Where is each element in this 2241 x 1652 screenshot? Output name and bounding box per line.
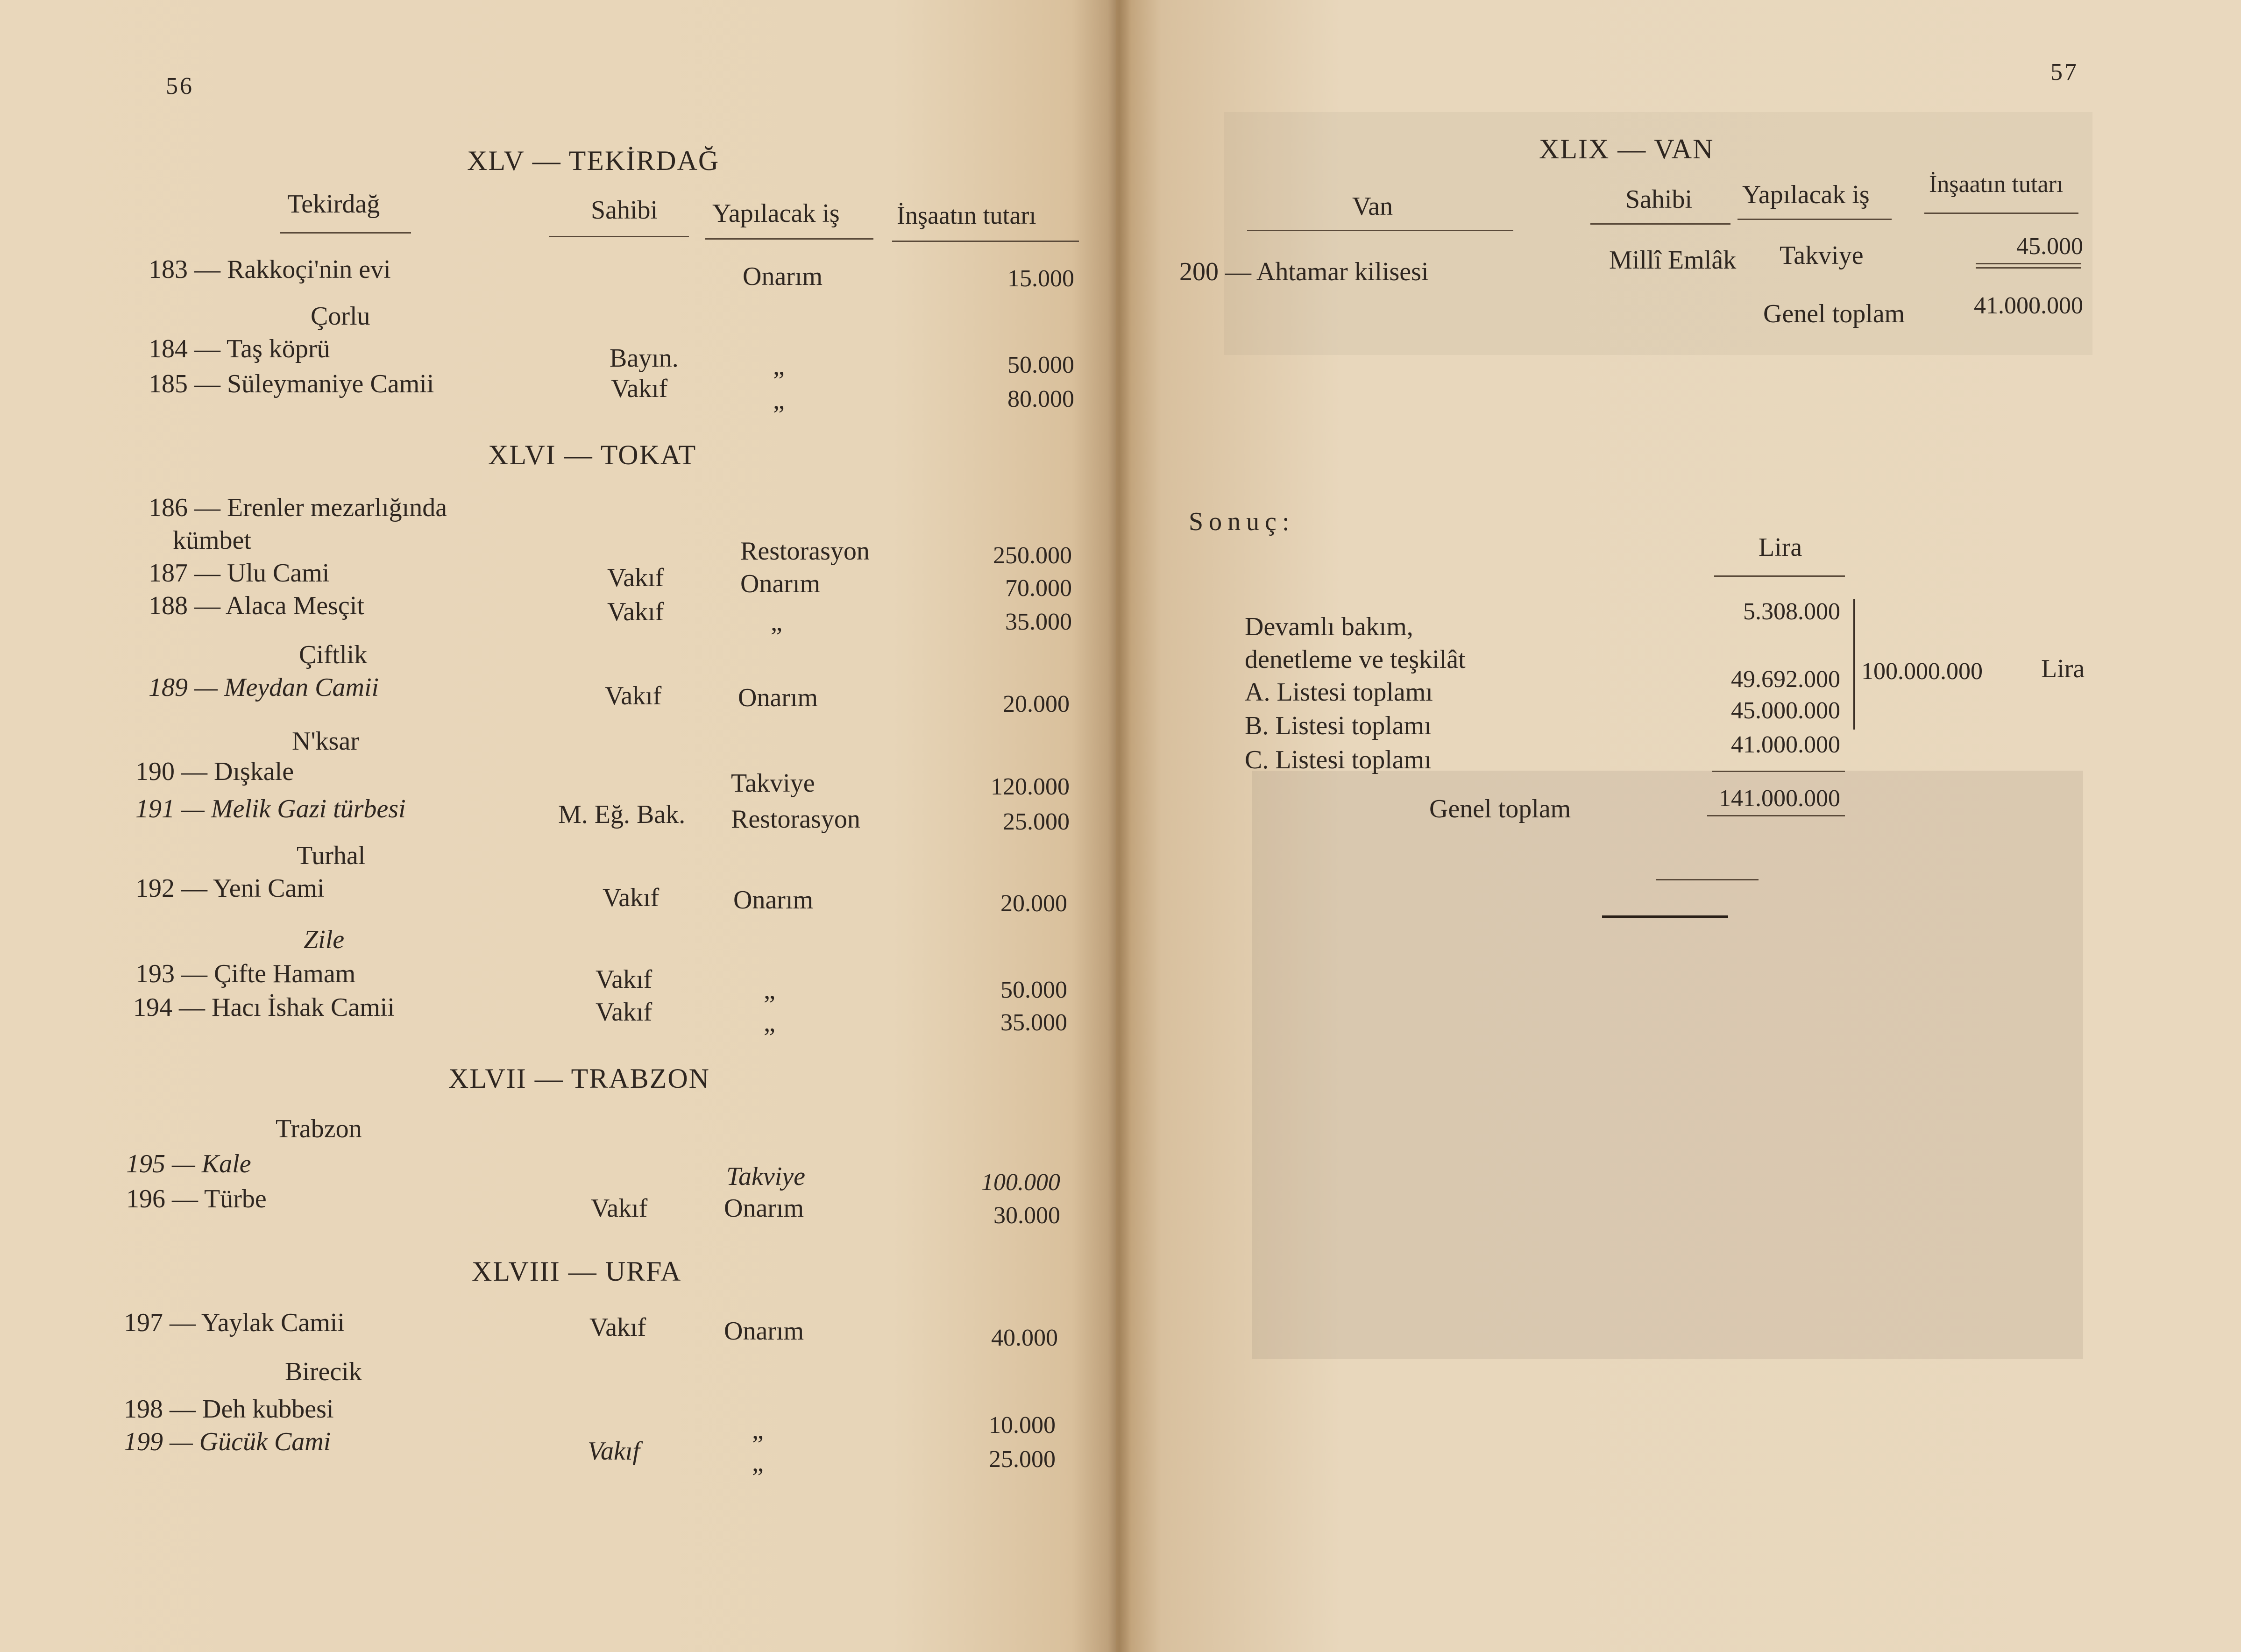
entry-work: Onarım (733, 886, 814, 915)
column-header-amount: İnşaatın tutarı (897, 201, 1036, 229)
header-rule (1924, 213, 2078, 214)
entry-name: 186 — Erenler mezarlığında (149, 493, 447, 522)
section-title-tekirdag: XLV — TEKİRDAĞ (467, 145, 720, 176)
entry-amount: 30.000 (993, 1202, 1060, 1229)
entry-work: „ (773, 352, 785, 381)
summary-label: B. Listesi toplamı (1245, 711, 1432, 740)
summary-grand-value: 141.000.000 (1719, 785, 1840, 812)
summary-header-rule (1714, 575, 1845, 577)
entry-name: 194 — Hacı İshak Camii (133, 993, 395, 1022)
entry-amount: 40.000 (991, 1325, 1058, 1351)
entry-name: 189 — Meydan Camii (149, 673, 379, 702)
total-double-rule (1976, 267, 2081, 269)
entry-amount: 35.000 (1005, 609, 1072, 635)
entry-owner: Vakıf (591, 1194, 648, 1223)
entry-owner: Vakıf (603, 883, 660, 912)
entry-amount: 70.000 (1005, 575, 1072, 602)
entry-owner: Vakıf (596, 965, 652, 994)
column-header-place: Tekirdağ (287, 190, 380, 219)
right-page (1116, 0, 2241, 1652)
entry-owner: Vakıf (589, 1313, 646, 1342)
summary-value: 5.308.000 (1743, 598, 1840, 625)
entry-work: Takviye (731, 769, 815, 798)
entry-work: Restorasyon (731, 805, 860, 834)
closing-rule (1656, 879, 1759, 880)
entry-amount: 80.000 (1007, 386, 1074, 412)
entry-work: „ (752, 1448, 764, 1477)
column-header-work: Yapılacak iş (712, 199, 840, 228)
entry-amount: 100.000 (981, 1169, 1060, 1196)
summary-value: 41.000.000 (1731, 731, 1840, 758)
entry-work: „ (764, 1008, 775, 1037)
summary-label: Devamlı bakım, (1245, 612, 1413, 641)
entry-work: Onarım (740, 569, 821, 598)
header-rule (549, 236, 689, 237)
entry-amount: 50.000 (1007, 352, 1074, 378)
entry-name: 190 — Dışkale (135, 757, 294, 786)
closing-rule-bold (1602, 915, 1728, 918)
header-rule (1247, 230, 1513, 231)
section-title-urfa: XLVIII — URFA (472, 1256, 682, 1287)
subheading: Trabzon (276, 1114, 362, 1143)
entry-owner: Vakıf (607, 563, 664, 592)
entry-work: Onarım (743, 262, 823, 291)
section-title-tokat: XLVI — TOKAT (488, 440, 697, 470)
entry-name: 185 — Süleymaniye Camii (149, 369, 434, 398)
entry-work: „ (771, 608, 782, 637)
entry-work: Restorasyon (740, 537, 870, 566)
entry-amount: 120.000 (991, 773, 1070, 800)
entry-owner: Vakıf (607, 597, 664, 626)
entry-amount: 10.000 (989, 1412, 1056, 1439)
column-header-amount: İnşaatın tutarı (1929, 171, 2064, 198)
header-rule (705, 238, 873, 240)
subheading: N'ksar (292, 727, 359, 756)
entry-name: 193 — Çifte Hamam (135, 959, 356, 988)
entry-name: 183 — Rakkoçi'nin evi (149, 255, 391, 284)
entry-amount: 20.000 (1000, 890, 1067, 917)
left-page (0, 0, 1116, 1652)
entry-work: Takviye (726, 1162, 805, 1191)
entry-amount: 250.000 (993, 542, 1072, 569)
summary-title: Sonuç: (1189, 507, 1295, 536)
photo-bleed-through (1252, 771, 2083, 1359)
entry-owner: M. Eğ. Bak. (558, 800, 686, 829)
summary-bracket-rule (1853, 599, 1855, 730)
entry-amount: 25.000 (989, 1446, 1056, 1473)
entry-name: 195 — Kale (126, 1149, 251, 1178)
entry-name: 200 — Ahtamar kilisesi (1179, 257, 1429, 286)
entry-amount: 35.000 (1000, 1009, 1067, 1036)
section-title-van: XLIX — VAN (1539, 134, 1714, 164)
summary-grand-label: Genel toplam (1429, 794, 1571, 823)
page-number: 56 (166, 73, 194, 99)
entry-owner: Millî Emlâk (1609, 246, 1737, 275)
column-header-owner: Sahibi (591, 196, 658, 225)
subheading: Zile (304, 925, 345, 954)
entry-work: Onarım (724, 1317, 804, 1346)
summary-side-unit: Lira (2041, 654, 2085, 683)
entry-amount: 20.000 (1003, 691, 1070, 717)
entry-name: 187 — Ulu Cami (149, 559, 330, 588)
page-number: 57 (2050, 59, 2078, 85)
entry-name: 199 — Gücük Cami (124, 1427, 331, 1456)
entry-owner: Vakıf (611, 374, 668, 403)
header-rule (892, 241, 1079, 242)
total-value: 41.000.000 (1974, 292, 2083, 319)
book-gutter (1108, 0, 1131, 1652)
entry-owner: Bayın. (610, 344, 679, 373)
entry-owner: Vakıf (596, 998, 652, 1027)
total-double-rule (1976, 263, 2081, 264)
entry-name: 197 — Yaylak Camii (124, 1308, 345, 1337)
subheading: Turhal (297, 841, 366, 870)
entry-name: 196 — Türbe (126, 1184, 267, 1213)
summary-label: A. Listesi toplamı (1245, 678, 1433, 707)
entry-name: 198 — Deh kubbesi (124, 1395, 334, 1424)
entry-name: 191 — Melik Gazi türbesi (135, 794, 406, 823)
entry-name: 188 — Alaca Mesçit (149, 591, 364, 620)
summary-side-total: 100.000.000 (1861, 658, 1983, 685)
header-rule (280, 232, 411, 234)
subheading: Çiftlik (299, 640, 368, 669)
entry-name: 192 — Yeni Cami (135, 874, 325, 903)
header-rule (1737, 219, 1892, 220)
subheading: Birecik (285, 1357, 362, 1386)
column-header-work: Yapılacak iş (1742, 180, 1870, 209)
summary-unit-header: Lira (1759, 533, 1802, 562)
summary-label: denetleme ve teşkilât (1245, 645, 1466, 674)
summary-label: C. Listesi toplamı (1245, 745, 1432, 774)
entry-name: 184 — Taş köprü (149, 334, 330, 363)
entry-work: Onarım (724, 1194, 804, 1223)
entry-work: Takviye (1780, 241, 1864, 270)
column-header-place: Van (1352, 192, 1393, 221)
total-label: Genel toplam (1763, 299, 1905, 328)
header-rule (1590, 223, 1730, 225)
entry-work: „ (752, 1416, 764, 1445)
entry-amount: 50.000 (1000, 977, 1067, 1003)
entry-amount: 15.000 (1007, 265, 1074, 292)
entry-work: „ (764, 976, 775, 1005)
summary-value: 45.000.000 (1731, 697, 1840, 724)
column-header-owner: Sahibi (1625, 185, 1693, 214)
entry-amount: 45.000 (2016, 233, 2083, 260)
entry-owner: Vakıf (588, 1437, 640, 1466)
summary-total-rule (1712, 771, 1845, 772)
entry-amount: 25.000 (1003, 808, 1070, 835)
entry-name-cont: kümbet (173, 526, 251, 555)
summary-value: 49.692.000 (1731, 666, 1840, 693)
entry-work: „ (773, 386, 785, 415)
entry-owner: Vakıf (605, 681, 662, 710)
summary-underline (1707, 815, 1845, 816)
section-title-trabzon: XLVII — TRABZON (448, 1063, 710, 1094)
entry-work: Onarım (738, 683, 818, 712)
subheading: Çorlu (311, 302, 370, 331)
